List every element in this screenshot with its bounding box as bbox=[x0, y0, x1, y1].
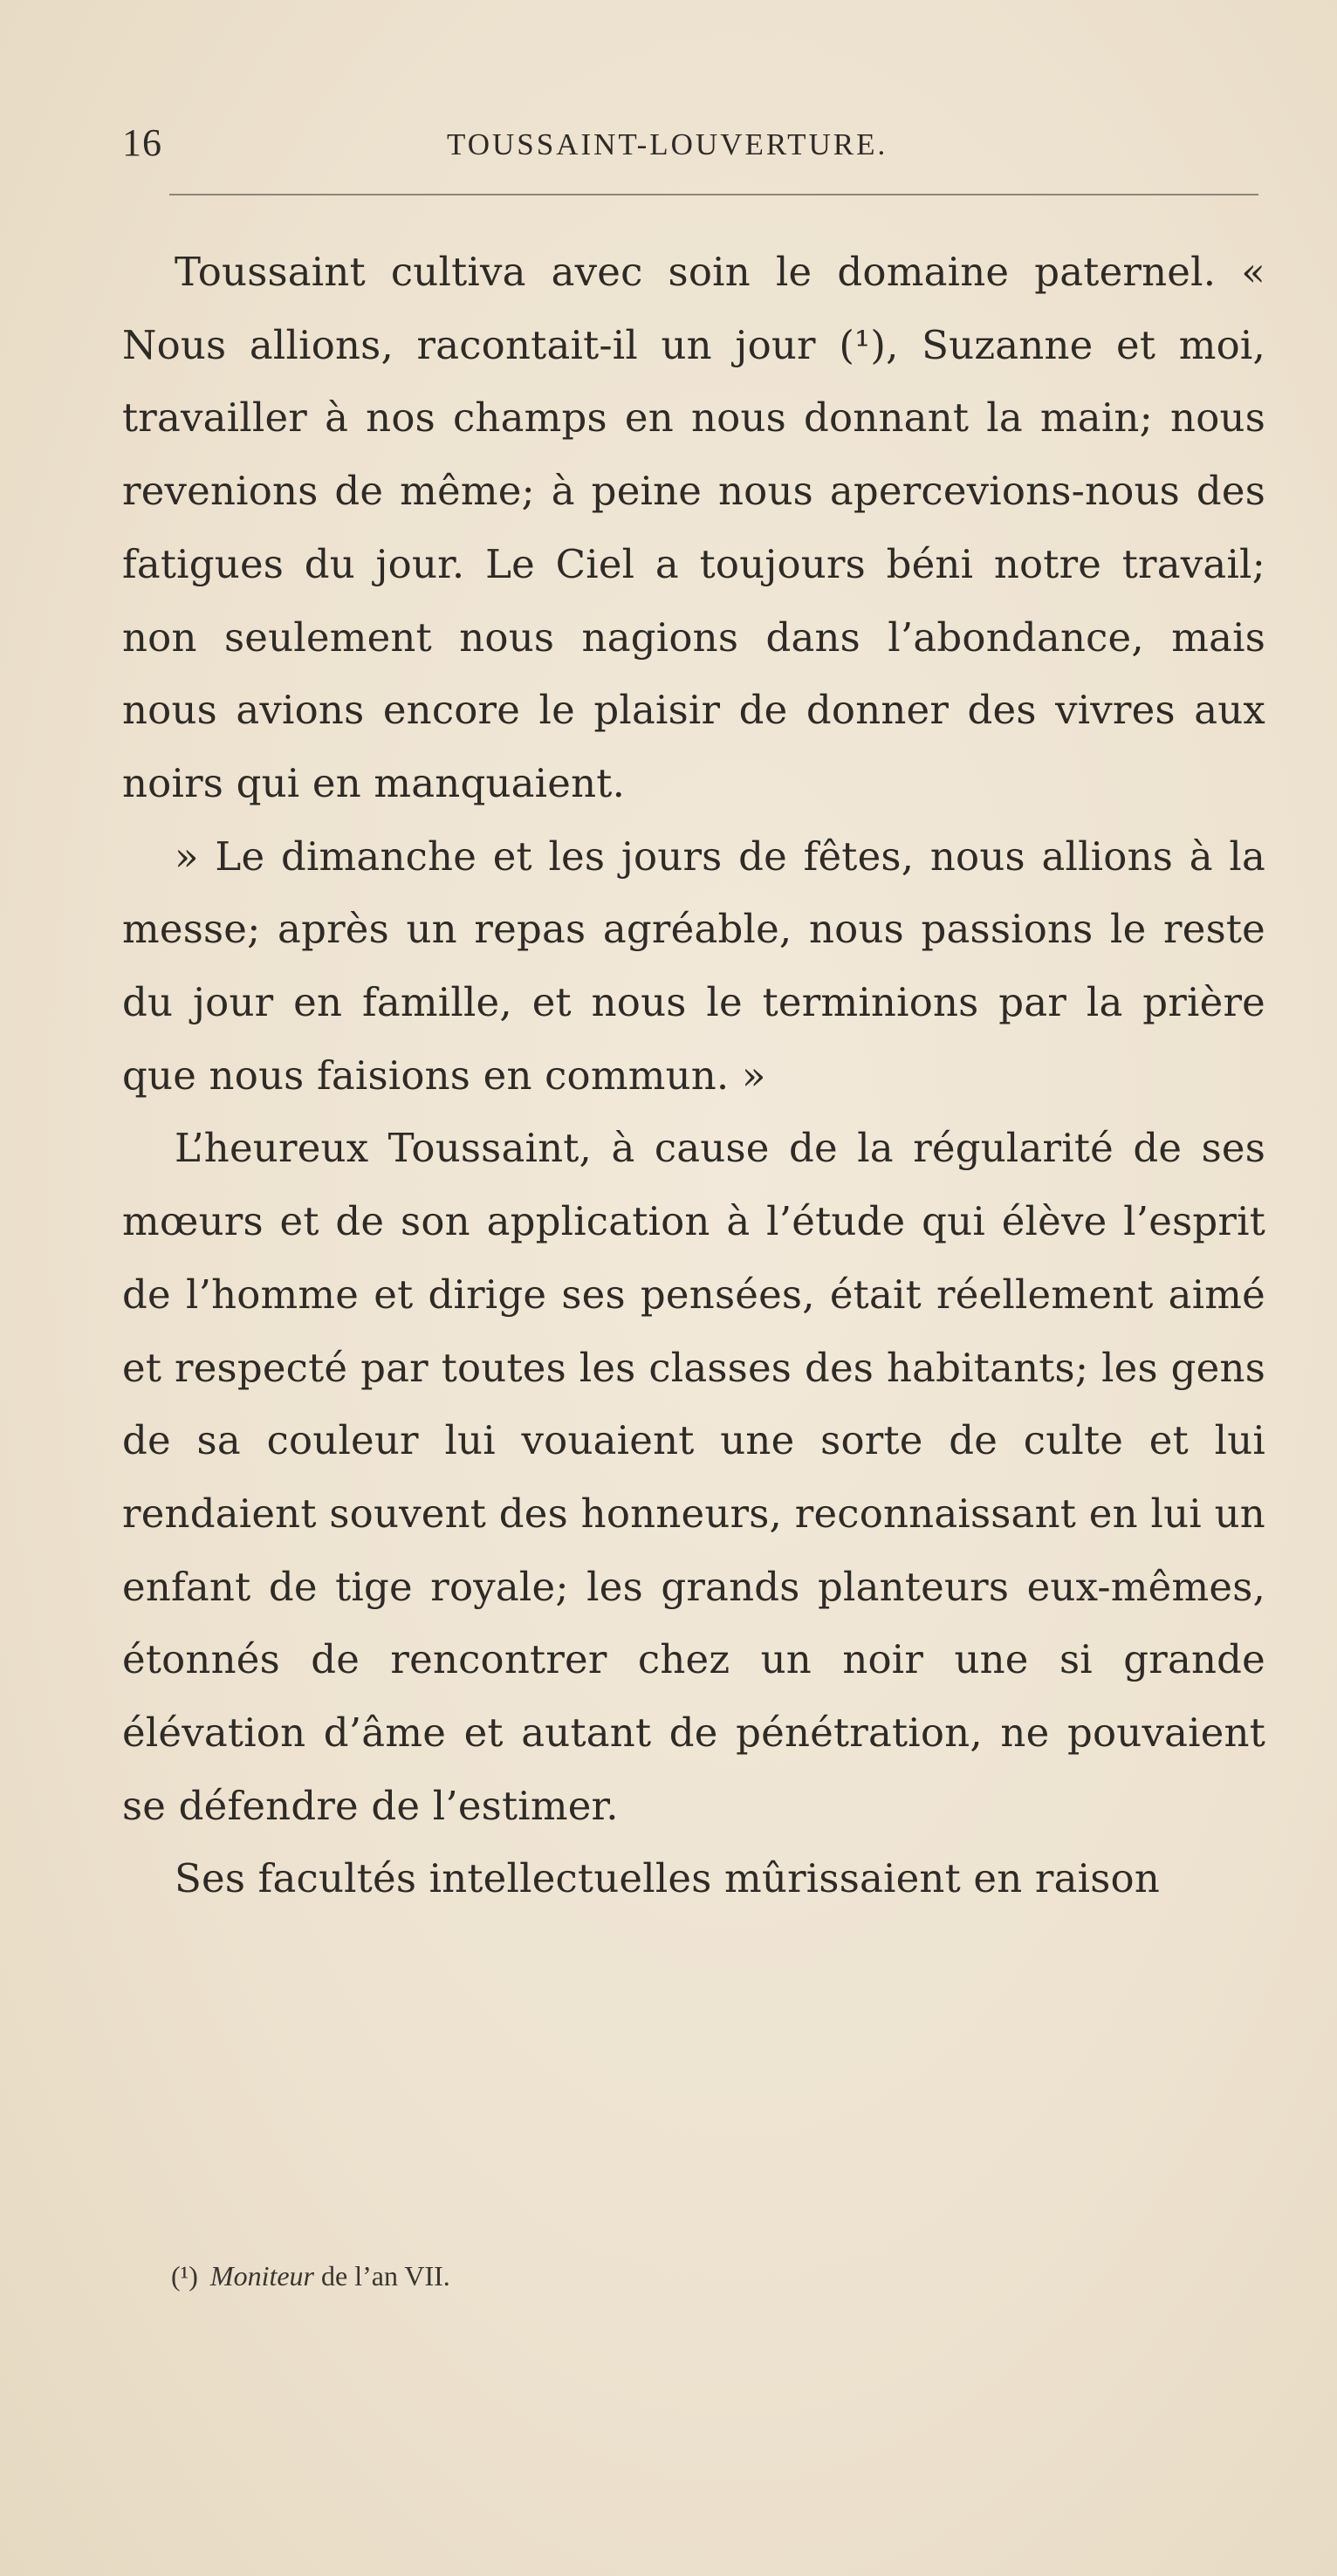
paragraph: Ses facultés intellectuelles mûrissaient en raison bbox=[175, 1855, 1161, 1902]
footnote bbox=[171, 2260, 450, 2292]
page-number: 16 bbox=[122, 121, 162, 164]
running-head bbox=[122, 120, 1265, 173]
body-text bbox=[122, 236, 1265, 1915]
footnote-source: Moniteur bbox=[209, 2260, 314, 2292]
running-title: TOUSSAINT-LOUVERTURE. bbox=[447, 127, 888, 161]
footnote-marker: (¹) bbox=[171, 2260, 198, 2292]
header-rule bbox=[169, 194, 1258, 195]
paragraph: L’heureux Toussaint, à cause de la régularité de ses mœurs et de son application à l’étude qui élève l’esprit de l’homme et dirige ses pensées, était réellement aimé et respecté par toutes les classes des habitants; les gens de sa couleur lui vouaient une sorte de culte et lui rendaient souvent des honneurs, reconnaissant en lui un enfant de tige royale; les grands planteurs eux-mêmes, étonnés de rencontrer chez un noir une si grande élévation d’âme et autant de pénétration, ne pouvaient se défendre de l’estimer. bbox=[122, 1125, 1265, 1829]
paragraph: » Le dimanche et les jours de fêtes, nous allions à la messe; après un repas agréable, nous passions le reste du jour en famille, et nous le terminions par la prière que nous faisions en commun. » bbox=[122, 832, 1265, 1099]
paragraph: Toussaint cultiva avec soin le domaine paternel. « Nous allions, racontait-il un jour (¹), Suzanne et moi, travailler à nos champs en nous donnant la main; nous revenions de même; à peine nous apercevions-nous des fatigues du jour. Le Ciel a toujours béni notre travail; non seulement nous nagions dans l’abondance, mais nous avions encore le plaisir de donner des vivres aux noirs qui en manquaient. bbox=[122, 249, 1265, 806]
footnote-text: de l’an VII. bbox=[321, 2260, 450, 2292]
